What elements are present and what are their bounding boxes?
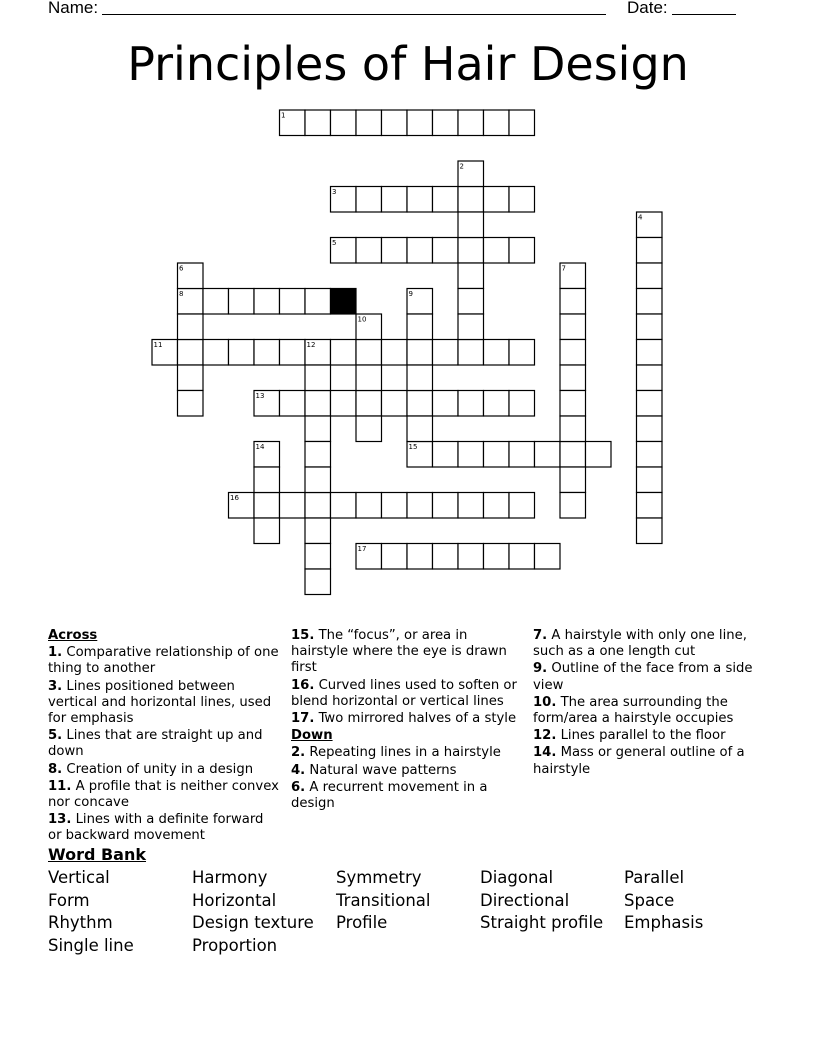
grid-cell[interactable] [254, 518, 280, 544]
grid-cell[interactable] [407, 314, 433, 340]
clues-column-3 [533, 628, 761, 779]
grid-cell[interactable] [484, 442, 510, 468]
clue-text: Repeating lines in a hairstyle [305, 745, 501, 761]
grid-cell[interactable] [305, 544, 331, 570]
grid-cell[interactable] [433, 391, 459, 417]
across-clue [291, 711, 519, 727]
grid-cell[interactable] [458, 544, 484, 570]
grid-cell[interactable] [560, 416, 586, 442]
clue-number: 15. [291, 628, 315, 643]
word-bank-word: Transitional [336, 891, 431, 910]
clue-text: A recurrent movement in a design [291, 779, 488, 812]
clue-number: 8. [48, 761, 63, 777]
word-bank-word: Harmony [192, 868, 268, 887]
grid-cell[interactable] [305, 442, 331, 468]
grid-cell[interactable] [356, 340, 382, 366]
grid-cell[interactable] [203, 289, 229, 315]
grid-cell[interactable] [637, 238, 663, 264]
word-bank-word: Straight profile [480, 913, 604, 932]
grid-cell[interactable] [458, 187, 484, 213]
down-clue [533, 661, 761, 693]
grid-cell[interactable] [407, 544, 433, 570]
grid-cell[interactable] [382, 238, 408, 264]
grid-cell[interactable] [382, 187, 408, 213]
grid-cell[interactable] [356, 110, 382, 136]
clue-text: Lines with a definite forward or backward movement [48, 812, 264, 844]
grid-cell[interactable] [178, 314, 204, 340]
clue-number: 5. [48, 728, 63, 744]
grid-cell[interactable] [509, 340, 535, 366]
grid-cell[interactable] [433, 544, 459, 570]
across-clue [291, 628, 519, 677]
grid-cell[interactable] [178, 391, 204, 417]
grid-cell[interactable] [509, 238, 535, 264]
clue-number: 10. [533, 694, 557, 710]
grid-cell[interactable] [280, 340, 306, 366]
grid-cell[interactable] [433, 110, 459, 136]
grid-cell[interactable] [331, 340, 357, 366]
grid-cell[interactable] [560, 442, 586, 468]
word-bank-word: Single line [48, 936, 134, 955]
grid-cell[interactable] [305, 289, 331, 315]
clue-text: Natural wave patterns [305, 762, 457, 778]
clue-number: 17. [291, 711, 315, 727]
down-clue [291, 745, 519, 761]
grid-cell[interactable] [458, 391, 484, 417]
word-bank-word: Directional [480, 891, 570, 910]
down-clue-list-1 [291, 745, 519, 812]
grid-cell[interactable] [280, 493, 306, 519]
clue-number: 4. [291, 762, 306, 778]
word-bank-word: Profile [336, 913, 388, 932]
grid-cell[interactable] [509, 544, 535, 570]
clue-number-14: 14 [255, 443, 265, 451]
clue-number: 12. [533, 728, 557, 744]
clue-number-2: 2 [459, 162, 464, 171]
clue-text: Comparative relationship of one thing to another [48, 645, 279, 677]
grid-cell[interactable] [484, 187, 510, 213]
clue-number: 2. [291, 745, 306, 761]
grid-cell[interactable] [356, 365, 382, 391]
grid-cell[interactable] [535, 442, 561, 468]
grid-cell[interactable] [382, 391, 408, 417]
grid-cell[interactable] [254, 340, 280, 366]
grid-cell[interactable] [305, 569, 331, 595]
clue-number-5: 5 [332, 239, 337, 247]
name-label: Name: [48, 0, 99, 17]
clue-text: Mass or general outline of a hairstyle [533, 745, 745, 777]
word-bank-word: Diagonal [480, 868, 554, 887]
grid-cell[interactable] [484, 493, 510, 519]
grid-cell[interactable] [280, 391, 306, 417]
word-bank-title: Word Bank [48, 845, 147, 864]
grid-cell[interactable] [484, 391, 510, 417]
grid-cell[interactable] [637, 340, 663, 366]
grid-cell[interactable] [305, 416, 331, 442]
grid-cell[interactable] [407, 493, 433, 519]
date-label: Date: [627, 0, 668, 17]
grid-cell[interactable] [484, 238, 510, 264]
word-bank-word: Rhythm [48, 913, 113, 932]
clue-text: A profile that is neither convex nor concave [48, 778, 279, 811]
grid-cell[interactable] [560, 314, 586, 340]
clue-number: 11. [48, 778, 72, 794]
clue-number-15: 15 [408, 443, 418, 451]
grid-cell[interactable] [560, 391, 586, 417]
clue-number-9: 9 [408, 290, 413, 298]
clue-number-12: 12 [306, 341, 316, 349]
word-bank-word: Parallel [624, 868, 685, 887]
grid-cell[interactable] [458, 110, 484, 136]
grid-cell[interactable] [433, 187, 459, 213]
grid-cell[interactable] [382, 340, 408, 366]
word-bank-word: Design texture [192, 913, 314, 932]
grid-cell[interactable] [458, 238, 484, 264]
across-clue [291, 678, 519, 710]
grid-cell[interactable] [637, 365, 663, 391]
grid-cell[interactable] [484, 544, 510, 570]
down-clue [291, 780, 519, 812]
clues-column-2 [291, 628, 519, 813]
across-clue-list-2 [291, 628, 519, 727]
grid-cell[interactable] [484, 110, 510, 136]
grid-cell[interactable] [254, 493, 280, 519]
clue-text: A hairstyle with only one line, such as a one length cut [533, 628, 747, 660]
clue-number: 7. [533, 628, 548, 643]
grid-cell[interactable] [637, 391, 663, 417]
clue-number: 16. [291, 677, 315, 693]
down-clue [533, 745, 761, 777]
grid-cell[interactable] [433, 493, 459, 519]
grid-cell[interactable] [637, 289, 663, 315]
clue-number-10: 10 [357, 315, 367, 324]
grid-cell[interactable] [560, 493, 586, 519]
clue-text: Lines that are straight up and down [48, 728, 263, 760]
grid-cell[interactable] [535, 544, 561, 570]
grid-cell[interactable] [509, 187, 535, 213]
clue-number: 6. [291, 779, 306, 795]
across-clue [48, 762, 280, 778]
clue-number-11: 11 [153, 341, 163, 349]
grid-cell[interactable] [509, 442, 535, 468]
grid-cell[interactable] [560, 340, 586, 366]
clue-number-8: 8 [179, 290, 184, 298]
grid-cell[interactable] [637, 467, 663, 493]
grid-cell[interactable] [458, 289, 484, 315]
across-clue [48, 812, 280, 844]
grid-cell[interactable] [407, 238, 433, 264]
across-clue [48, 779, 280, 811]
grid-cell[interactable] [458, 493, 484, 519]
grid-cell[interactable] [637, 263, 663, 289]
grid-cell[interactable] [560, 289, 586, 315]
clue-text: Outline of the face from a side view [533, 661, 753, 693]
grid-cell[interactable] [229, 340, 255, 366]
grid-cell[interactable] [356, 391, 382, 417]
grid-cell[interactable] [433, 238, 459, 264]
clue-text: Two mirrored halves of a style [314, 711, 517, 727]
clue-number: 1. [48, 645, 63, 661]
grid-cell[interactable] [305, 365, 331, 391]
clues-column-1 [48, 628, 280, 846]
grid-cell[interactable] [458, 442, 484, 468]
word-bank-word: Horizontal [192, 891, 277, 910]
grid-cell[interactable] [254, 467, 280, 493]
clue-number: 3. [48, 678, 63, 694]
grid-cell[interactable] [560, 365, 586, 391]
grid-cell[interactable] [382, 544, 408, 570]
grid-cell[interactable] [280, 289, 306, 315]
clue-number-13: 13 [255, 392, 265, 400]
across-clue [48, 645, 280, 677]
clue-number-3: 3 [332, 188, 337, 196]
clue-text: Curved lines used to soften or blend horizontal or vertical lines [291, 677, 517, 709]
clue-number: 9. [533, 661, 548, 677]
grid-cell[interactable] [458, 263, 484, 289]
grid-cell[interactable] [637, 518, 663, 544]
grid-cell[interactable] [305, 493, 331, 519]
grid-cell[interactable] [203, 340, 229, 366]
across-clue-list-1 [48, 645, 280, 844]
grid-cell[interactable] [407, 416, 433, 442]
word-bank-word: Proportion [192, 936, 278, 955]
grid-cell[interactable] [229, 289, 255, 315]
down-clue [533, 728, 761, 744]
grid-block [331, 289, 357, 315]
clue-number-6: 6 [179, 264, 184, 273]
grid-cell[interactable] [178, 365, 204, 391]
down-clue [533, 695, 761, 727]
grid-cell[interactable] [407, 391, 433, 417]
grid-cell[interactable] [305, 391, 331, 417]
grid-cell[interactable] [586, 442, 612, 468]
grid-cell[interactable] [305, 518, 331, 544]
word-bank-word: Vertical [48, 868, 110, 887]
grid-cell[interactable] [407, 365, 433, 391]
grid-cell[interactable] [254, 289, 280, 315]
grid-cell[interactable] [331, 493, 357, 519]
grid-cell[interactable] [458, 314, 484, 340]
clue-text: Creation of unity in a design [62, 761, 254, 777]
grid-cell[interactable] [305, 467, 331, 493]
grid-cell[interactable] [382, 493, 408, 519]
grid-cell[interactable] [560, 467, 586, 493]
grid-cell[interactable] [458, 340, 484, 366]
clue-number: 13. [48, 812, 72, 828]
word-bank-word: Symmetry [336, 868, 422, 887]
grid-cell[interactable] [433, 442, 459, 468]
down-heading: Down [291, 728, 333, 744]
grid-cell[interactable] [331, 110, 357, 136]
grid-cell[interactable] [178, 340, 204, 366]
grid-cell[interactable] [637, 314, 663, 340]
down-clue [533, 628, 761, 660]
word-bank-word: Space [624, 891, 675, 910]
grid-cell[interactable] [637, 493, 663, 519]
clue-number: 14. [533, 745, 557, 761]
grid-cell[interactable] [356, 238, 382, 264]
grid-cell[interactable] [407, 340, 433, 366]
clue-number-16: 16 [230, 494, 239, 502]
page-title: Principles of Hair Design [127, 37, 689, 91]
clue-text: Lines positioned between vertical and horizontal lines, used for emphasis [48, 678, 272, 727]
across-clue [48, 679, 280, 728]
grid-cell[interactable] [356, 416, 382, 442]
down-clue-list-2 [533, 628, 761, 778]
grid-cell[interactable] [356, 493, 382, 519]
across-heading: Across [48, 628, 98, 643]
clue-text: The “focus”, or area in hairstyle where the eye is drawn first [291, 628, 507, 676]
word-bank-word: Emphasis [624, 913, 704, 932]
grid-cell[interactable] [509, 391, 535, 417]
grid-cell[interactable] [305, 110, 331, 136]
grid-cell[interactable] [331, 391, 357, 417]
grid-cell[interactable] [509, 493, 535, 519]
grid-cell[interactable] [356, 187, 382, 213]
grid-cell[interactable] [458, 212, 484, 238]
clue-number-17: 17 [357, 545, 367, 553]
grid-cell[interactable] [637, 442, 663, 468]
grid-cell[interactable] [407, 187, 433, 213]
grid-cell[interactable] [484, 340, 510, 366]
clue-text: The area surrounding the form/area a hairstyle occupies [533, 694, 734, 727]
word-bank-word: Form [48, 891, 90, 910]
clue-number-7: 7 [561, 264, 566, 273]
down-clue [291, 763, 519, 779]
grid-cell[interactable] [433, 340, 459, 366]
grid-cell[interactable] [637, 416, 663, 442]
clue-number-4: 4 [638, 213, 643, 222]
grid-cell[interactable] [382, 110, 408, 136]
clue-number-1: 1 [281, 111, 286, 120]
across-clue [48, 728, 280, 760]
grid-cell[interactable] [509, 110, 535, 136]
grid-cell[interactable] [407, 110, 433, 136]
clue-text: Lines parallel to the floor [556, 728, 726, 744]
